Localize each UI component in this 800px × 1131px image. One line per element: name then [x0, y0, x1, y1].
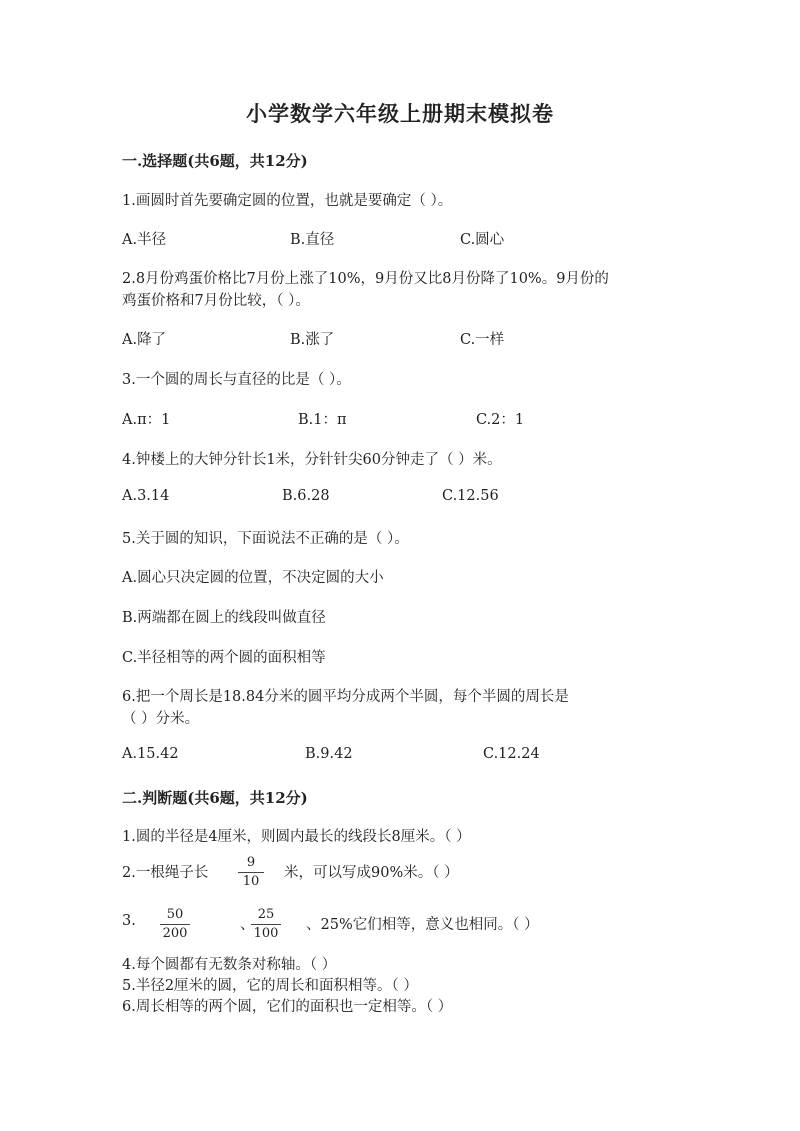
section-heading-judgment: 二.判断题(共6题，共12分): [122, 789, 308, 807]
fraction-denominator: 200: [162, 926, 188, 941]
question-3-option-b: B.1：π: [298, 412, 347, 428]
fraction-bar: [160, 924, 190, 925]
judgment-3-fraction-2: [251, 907, 281, 942]
judgment-2-suffix: 米，可以写成90%米。（ ）: [284, 865, 459, 881]
question-4-stem: 4.钟楼上的大钟分针长1米，分针针尖60分钟走了（ ）米。: [122, 452, 502, 468]
fraction-bar: [238, 872, 264, 873]
section-heading-choice: 一.选择题(共6题，共12分): [122, 152, 308, 170]
question-4-option-b: B.6.28: [282, 488, 330, 504]
judgment-2-prefix: 2.一根绳子长: [122, 865, 209, 881]
fraction-bar: [251, 924, 281, 925]
judgment-3-separator: 、: [240, 917, 255, 933]
fraction-numerator: 9: [246, 855, 256, 870]
fraction-numerator: 50: [166, 907, 184, 922]
question-5-option-a: A.圆心只决定圆的位置，不决定圆的大小: [122, 570, 384, 586]
judgment-1: 1.圆的半径是4厘米，则圆内最长的线段长8厘米。（ ）: [122, 829, 471, 845]
judgment-2-fraction: [238, 855, 264, 890]
question-5-option-b: B.两端都在圆上的线段叫做直径: [122, 610, 326, 626]
judgment-3-suffix: 、25%它们相等，意义也相同。（ ）: [306, 917, 539, 933]
judgment-6: 6.周长相等的两个圆，它们的面积也一定相等。（ ）: [122, 999, 453, 1015]
fraction-numerator: 25: [257, 907, 275, 922]
question-3-option-a: A.π：1: [122, 412, 171, 428]
question-3-option-c: C.2：1: [476, 412, 525, 428]
question-3-stem: 3.一个圆的周长与直径的比是（ ）。: [122, 372, 351, 388]
question-2-option-c: C.一样: [460, 332, 505, 348]
question-2-stem-line1: 2.8月份鸡蛋价格比7月份上涨了10%，9月份又比8月份降了10%。9月份的: [122, 271, 609, 287]
question-4-option-a: A.3.14: [122, 488, 170, 504]
question-6-stem-line2: （ ）分米。: [122, 711, 200, 727]
question-2-stem-line2: 鸡蛋价格和7月份比较，（ ）。: [122, 293, 310, 309]
question-6-option-c: C.12.24: [483, 746, 540, 762]
judgment-3-fraction-1: [160, 907, 190, 942]
judgment-3-prefix: 3.: [122, 913, 136, 929]
question-6-option-a: A.15.42: [122, 746, 179, 762]
question-6-stem-line1: 6.把一个周长是18.84分米的圆平均分成两个半圆，每个半圆的周长是: [122, 689, 569, 705]
question-1-stem: 1.画圆时首先要确定圆的位置，也就是要确定（ ）。: [122, 193, 453, 209]
question-6-option-b: B.9.42: [305, 746, 353, 762]
question-1-option-b: B.直径: [290, 232, 335, 248]
page-title: 小学数学六年级上册期末模拟卷: [246, 101, 554, 126]
judgment-5: 5.半径2厘米的圆，它的周长和面积相等。（ ）: [122, 978, 418, 994]
question-1-option-a: A.半径: [122, 232, 167, 248]
question-4-option-c: C.12.56: [442, 488, 499, 504]
fraction-denominator: 10: [242, 874, 260, 889]
question-5-stem: 5.关于圆的知识，下面说法不正确的是（ ）。: [122, 531, 409, 547]
question-2-option-b: B.涨了: [290, 332, 335, 348]
fraction-denominator: 100: [253, 926, 279, 941]
judgment-4: 4.每个圆都有无数条对称轴。（ ）: [122, 957, 337, 973]
question-1-option-c: C.圆心: [460, 232, 505, 248]
question-2-option-a: A.降了: [122, 332, 167, 348]
question-5-option-c: C.半径相等的两个圆的面积相等: [122, 650, 326, 666]
